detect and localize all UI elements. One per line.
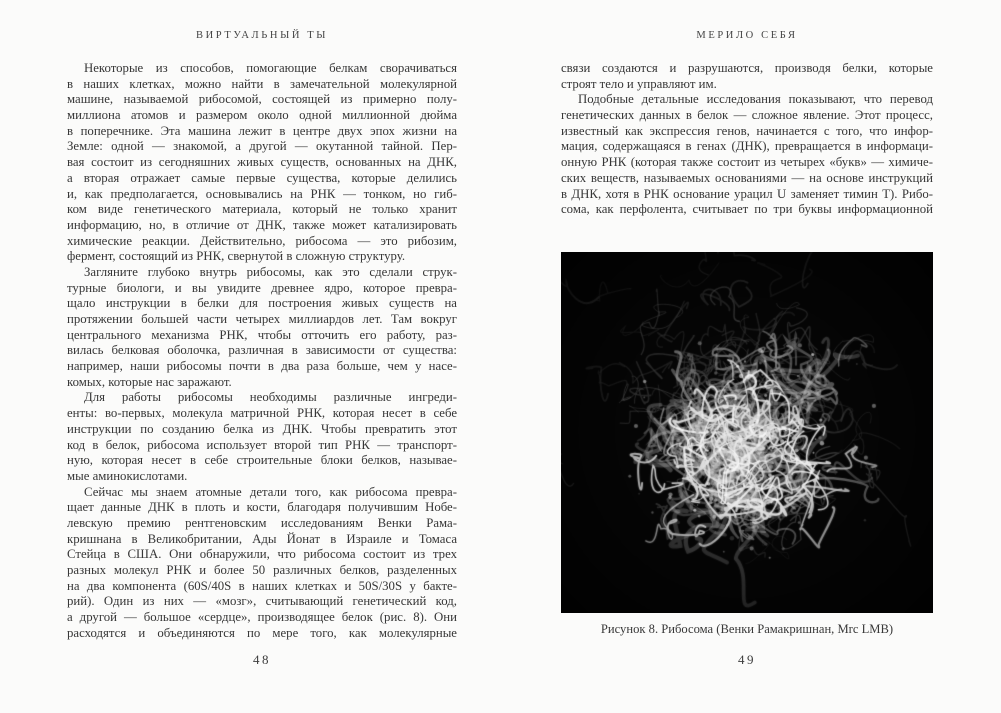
text-line: центрального механизма РНК, чтобы отточить его работу, раз-	[67, 327, 457, 342]
page-right	[561, 0, 933, 713]
text-line: разных молекул РНК и более 50 различных белков, разделенных	[67, 563, 457, 577]
text-line: рий). Один из них — «мозг», считывающий генетический код,	[67, 594, 457, 609]
text-line: Подобные детальные исследования показывают, что перевод	[578, 92, 933, 107]
text-line: Земле: одной — знакомой, а другой — окутанной тайной. Пер-	[67, 139, 457, 154]
page-number-left: 48	[253, 652, 271, 667]
text-line: Некоторые из способов, помогающие белкам сворачиваться	[84, 61, 457, 75]
text-line: фермент, состоящий из РНК, свернутой в сложную структуру.	[67, 249, 406, 264]
text-line: на два компонента (60S/40S в наших клетках и 50S/30S у бакте-	[67, 578, 457, 593]
text-line: Стейца в США. Они обнаружили, что рибосома состоит из трех	[67, 547, 457, 562]
text-line: в поперечнике. Эта машина лежит в центре двух эпох жизни на	[67, 123, 457, 138]
text-line: строят тело и управляют им.	[561, 76, 717, 91]
text-line: щало инструкции в белки для построения живых существ на	[67, 296, 457, 311]
text-line: известный как экспрессия генов, начинается с того, что инфор-	[561, 123, 933, 138]
text-line: енты: во-первых, молекула матричной РНК, которая несет в себе	[67, 406, 457, 421]
text-line: в наших клетках, можно найти в замечательной молекулярной	[67, 76, 457, 91]
ribosome-figure-image	[561, 252, 933, 613]
text-line: связи создаются и разрушаются, производя белки, которые	[561, 61, 933, 75]
text-line: ских веществ, называемых основаниями — на основе инструкций	[561, 170, 933, 185]
text-line: комых, которые нас заражают.	[67, 374, 232, 389]
text-line: сома, как перфолента, считывает по три буквы информационной	[561, 202, 933, 217]
text-line: машине, называемой рибосомой, состоящей из примерно полу-	[67, 92, 457, 107]
text-line: информацию, но, в отличие от ДНК, также может катализировать	[67, 217, 457, 232]
text-line: код в белок, рибосома использует второй тип РНК — транспорт-	[67, 437, 457, 452]
text-line: протяжении большей части четырех миллиардов лет. Там вокруг	[67, 312, 457, 326]
text-line: вая состоит из сегодняшних живых существ, основанных на ДНК,	[67, 155, 457, 170]
text-line: генетических данных в белок — сложное явление. Этот процесс,	[561, 108, 933, 123]
text-line: кришнана в Великобритании, Ады Йонат в Израиле и Томаса	[67, 531, 457, 546]
running-header-right: МЕРИЛО СЕБЯ	[696, 30, 798, 41]
text-line: мация, содержащаяся в генах (ДНК), превращается в информаци-	[561, 139, 933, 154]
text-line: расходятся и объединяются по мере того, как молекулярные	[67, 625, 457, 640]
text-line: турные биологи, и вы увидите древнее ядро, которое превра-	[67, 280, 457, 295]
ribosome-structure-rendering	[561, 252, 933, 613]
text-line: онную РНК (которая также состоит из четырех «букв» — химиче-	[561, 155, 933, 170]
running-header-left: ВИРТУАЛЬНЫЙ ТЫ	[195, 30, 329, 41]
text-line: а другой — большое «сердце», производящее белок (рис. 8). Они	[67, 610, 457, 625]
figure-caption: Рисунок 8. Рибосома (Венки Рамакришнан, Mrc LMB)	[600, 622, 894, 636]
text-line: левскую премию рентгеновским исследованиям Венки Рама-	[67, 515, 457, 530]
text-line: а вторая отражает самые первые существа, которые делились	[67, 170, 457, 185]
text-line: Загляните глубоко внутрь рибосомы, как это сделали струк-	[84, 264, 457, 279]
text-line: мые аминокислотами.	[67, 468, 188, 483]
text-line: Для работы рибосомы необходимы различные ингреди-	[84, 390, 457, 405]
text-line: химические реакции. Действительно, рибосома — это рибозим,	[67, 233, 457, 248]
text-line: и, как предполагается, основывались на РНК — тонком, но гиб-	[67, 186, 457, 201]
page-number-right: 49	[738, 652, 756, 667]
text-line: ком виде генетического материала, который не только хранит	[67, 202, 457, 217]
text-line: инструкции по созданию белка из ДНК. Чтобы превратить этот	[67, 421, 457, 436]
text-line: щает данные ДНК в плоть и кости, благодаря получившим Нобе-	[67, 500, 457, 515]
page-right-text	[561, 61, 933, 218]
page-left	[67, 0, 457, 713]
text-line: в ДНК, хотя в РНК основание урацил U заменяет тимин Т). Рибо-	[561, 186, 933, 201]
text-line: Сейчас мы знаем атомные детали того, как рибосома превра-	[84, 484, 457, 499]
text-line: вилась белковая оболочка, различная в зависимости от существа:	[67, 343, 457, 358]
text-line: миллиона атомов и размером около одной миллионной дюйма	[67, 108, 457, 123]
text-line: например, наши рибосомы почти в два раза больше, чем у насе-	[67, 359, 457, 374]
text-line: ную, которая несет в себе строительные блоки белков, называе-	[67, 453, 457, 468]
page-left-text	[67, 61, 457, 641]
